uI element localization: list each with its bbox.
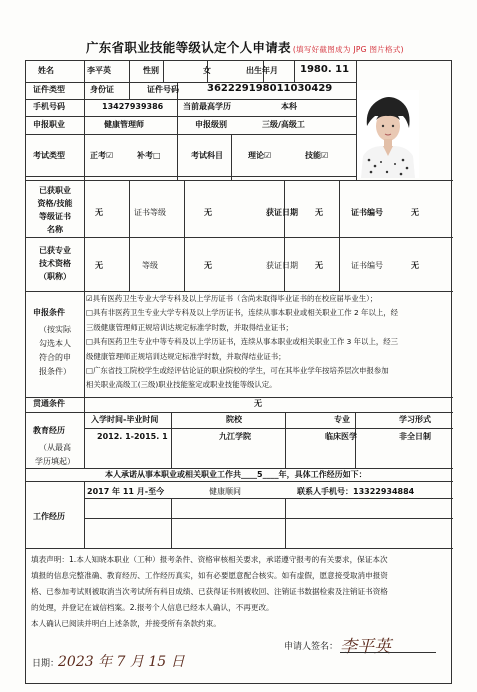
cert1-no: 无 — [411, 208, 419, 217]
declaration-line: 的处理，并登记在诚信档案。2.报考个人信息已经本人确认，不再更改。 — [31, 603, 274, 612]
cert1-name: 无 — [95, 208, 103, 217]
exam-type-label: 考试类型 — [33, 151, 65, 160]
work-contact: 联系人手机号：13322934884 — [297, 487, 415, 496]
work-period: 2017 年 11 月-至今 — [87, 487, 165, 496]
edu-school-header: 院校 — [226, 415, 242, 424]
cert1-date: 无 — [315, 208, 323, 217]
applicant-signature: 李平英 — [340, 637, 391, 657]
edu-time: 2012. 1-2015. 1 — [97, 432, 168, 441]
cert2-label — [27, 244, 83, 283]
cert1-label-line: 资格/技能 — [37, 199, 73, 208]
condition-option[interactable]: □具有非医药卫生专业大学专科及以上学历证书，连续从事本职业或相关职业工作 2 年以上，经 — [86, 308, 399, 318]
cert2-label-line: 已获专业 — [39, 246, 71, 255]
cert2-level-label: 等级 — [142, 261, 158, 270]
exam-subject-label: 考试科目 — [191, 151, 223, 160]
exam-normal-checkbox[interactable]: 正考☑ — [90, 151, 114, 160]
conditions-sublabel-line: 符合的申 — [39, 353, 71, 362]
date-label: 日期： — [32, 659, 60, 669]
education-sublabel-line: 学历填起） — [35, 457, 75, 466]
conditions-sublabel-line: （按实际 — [39, 325, 71, 334]
cert1-level-label: 证书等级 — [134, 208, 166, 217]
name-label: 姓名 — [38, 66, 54, 75]
job-label: 申报职业 — [33, 120, 65, 129]
condition-option-cont: 相关职业高级工(三级)职业技能鉴定或职业技能等级认定。 — [86, 380, 277, 390]
idtype-value: 身份证 — [90, 85, 114, 94]
applicant-signature-label: 申请人签名： — [284, 642, 339, 652]
condition-option[interactable]: □具有医药卫生专业中等专科及以上学历证书，连续从事本职业或相关职业工作 3 年以上，经三 — [86, 337, 399, 347]
applicant-photo — [357, 90, 419, 178]
edu-mode: 非全日制 — [399, 432, 431, 441]
phone-value: 13427939386 — [102, 102, 164, 111]
exam-makeup-checkbox[interactable]: 补考□ — [137, 151, 161, 160]
phone-label: 手机号码 — [33, 102, 65, 111]
gender-label: 性别 — [143, 66, 159, 75]
job-value: 健康管理师 — [104, 120, 144, 129]
cert1-level: 无 — [204, 208, 212, 217]
cert1-no-label: 证书编号 — [351, 208, 383, 217]
condition-option-cont: 级健康管理师正规培训达规定标准学时数，并取得结业证书； — [86, 351, 286, 361]
idno-value: 362229198011030429 — [207, 83, 333, 94]
cert2-name: 无 — [95, 261, 103, 270]
edu-time-header: 入学时间-毕业时间 — [91, 415, 159, 424]
edu-label: 当前最高学历 — [183, 102, 231, 111]
level-value: 三级/高级工 — [262, 120, 305, 129]
birth-label: 出生年月 — [246, 66, 278, 75]
cert2-date: 无 — [315, 261, 323, 270]
birth-value: 1980. 11 — [300, 64, 350, 75]
cert1-label — [27, 184, 83, 236]
cert2-no-label: 证书编号 — [351, 261, 383, 270]
cert2-no: 无 — [411, 261, 419, 270]
condition-option-cont: 三级健康管理师正规培训达规定标准学时数，并取得结业证书； — [86, 322, 293, 332]
edu-school: 九江学院 — [219, 432, 251, 441]
conditions-sublabel-line: 报条件） — [39, 367, 71, 376]
violation-value: 无 — [254, 399, 262, 408]
title-note: (填写好截图成为 JPG 图片格式) — [292, 45, 404, 54]
signature-underline — [340, 652, 436, 653]
conditions-list — [86, 292, 450, 393]
edu-mode-header: 学习形式 — [399, 415, 431, 424]
cert2-date-label: 获证日期 — [266, 261, 298, 270]
violation-label: 贯通条件 — [33, 399, 65, 408]
idtype-label: 证件类型 — [33, 85, 65, 94]
edu-major-header: 专业 — [334, 415, 350, 424]
declaration-text — [31, 552, 451, 632]
declaration-line: 格、已参加考试则被取消当次考试所有科目成绩、已获得证书则被收回、注销证书数据检索及注销证书资格 — [31, 587, 388, 596]
conditions-sublabel-line: 勾选本人 — [39, 339, 71, 348]
cert2-label-line: （职称） — [39, 272, 71, 281]
cert1-label-line: 名称 — [47, 225, 63, 234]
level-label: 申报级别 — [195, 120, 227, 129]
form-title — [86, 38, 404, 56]
declaration-line: 本人确认已阅读并明白上述条款，并接受所有条款约束。 — [31, 619, 221, 628]
gender-value: 女 — [203, 66, 211, 75]
cert2-level: 无 — [204, 261, 212, 270]
edu-major: 临床医学 — [325, 432, 357, 441]
work-label: 工作经历 — [33, 512, 65, 521]
cert2-label-line: 技术资格 — [39, 259, 71, 268]
cert1-date-label: 获证日期 — [266, 208, 298, 217]
education-sublabel-line: （从最高 — [39, 443, 71, 452]
work-promise: 本人承诺从事本职业或相关职业工作共____5____年，具体工作经历如下： — [105, 470, 367, 479]
conditions-sublabel — [27, 323, 83, 379]
condition-option[interactable]: □广东省技工院校学生或经评估论证的职业院校的学生，可在其毕业学年按培养层次申报参加 — [86, 366, 389, 376]
person-photo-icon — [357, 90, 419, 178]
handwritten-date: 2023 年 7 月 15 日 — [58, 654, 185, 670]
edu-value: 本科 — [281, 102, 297, 111]
name-value: 李平英 — [87, 66, 111, 75]
conditions-label: 申报条件 — [33, 308, 65, 317]
education-sublabel — [27, 441, 83, 469]
subject-theory-checkbox[interactable]: 理论☑ — [248, 151, 272, 160]
cert1-label-line: 已获职业 — [39, 186, 71, 195]
cert1-label-line: 等级证书 — [39, 212, 71, 221]
subject-skill-checkbox[interactable]: 技能☑ — [305, 151, 329, 160]
title-text: 广东省职业技能等级认定个人申请表 — [86, 40, 291, 55]
declaration-line: 填表声明：1.本人知晓本职业（工种）报考条件、资格审核相关要求，承诺遵守报考的有关要求，保证本次 — [31, 555, 388, 564]
education-label: 教育经历 — [33, 426, 65, 435]
work-unit: 健康顺间 — [209, 487, 241, 496]
idno-label: 证件号码 — [147, 85, 179, 94]
declaration-line: 填报的信息完整准确、教育经历、工作经历真实，如有必要愿意配合核实。如有虚假，愿意接受取消申报资 — [31, 571, 388, 580]
condition-option[interactable]: ☑具有医药卫生专业大学专科及以上学历证书（含尚未取得毕业证书的在校应届毕业生）； — [86, 294, 378, 303]
